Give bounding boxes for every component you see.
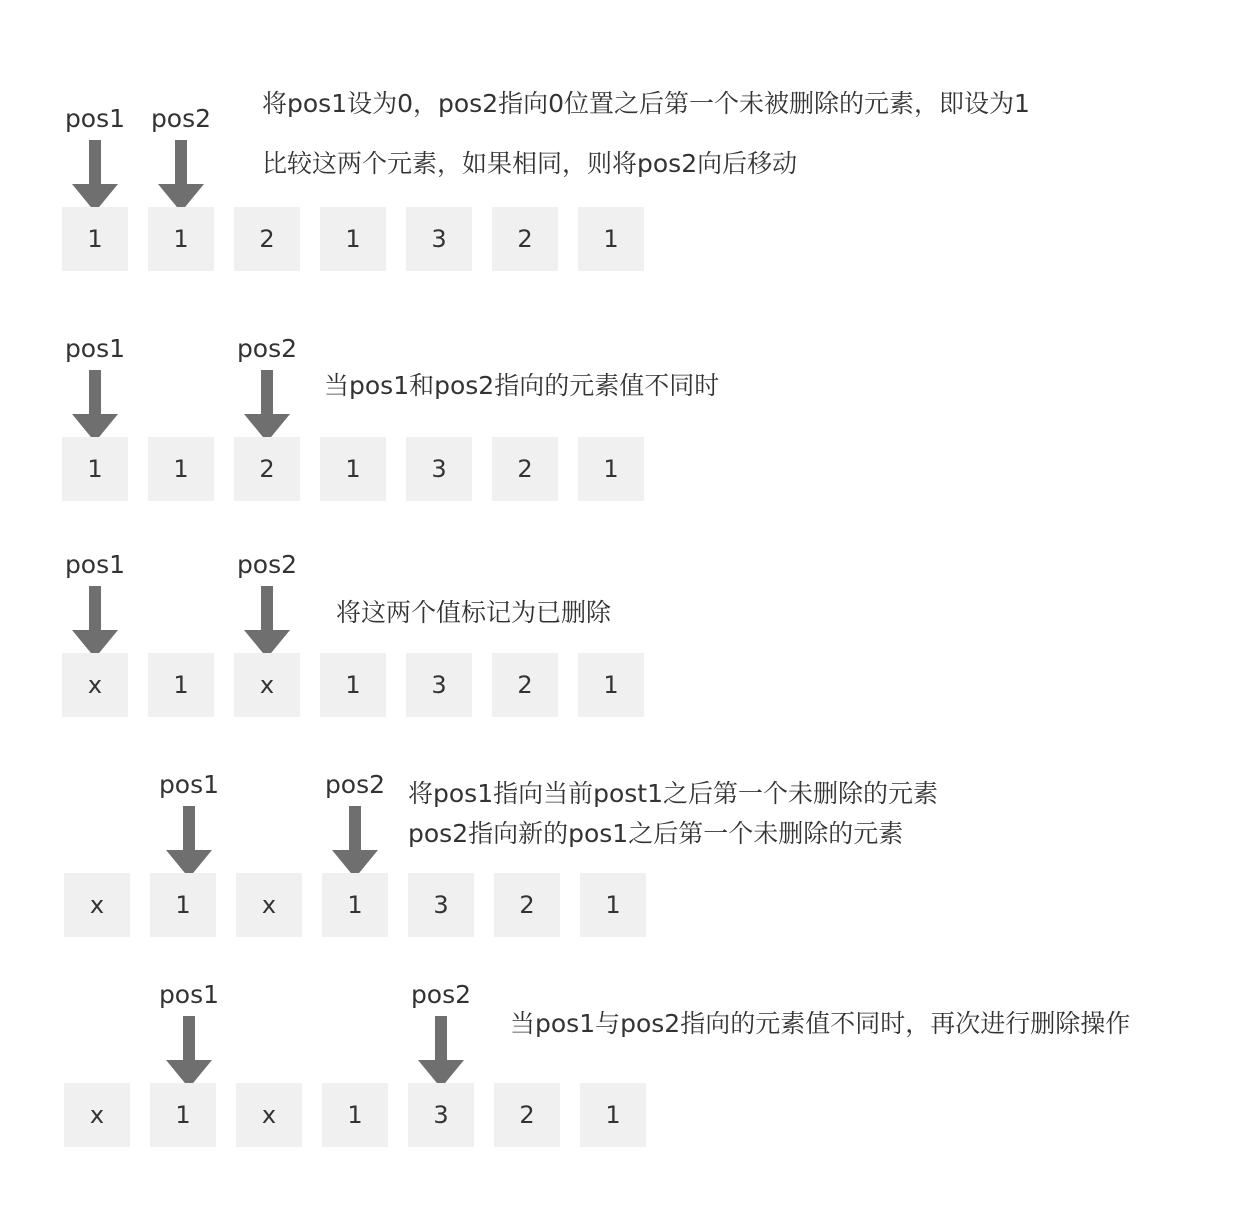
array-cell: x — [234, 653, 300, 717]
array-cell: 1 — [62, 437, 128, 501]
array-cell: 3 — [408, 873, 474, 937]
step-note: pos2指向新的pos1之后第一个未删除的元素 — [408, 819, 904, 848]
array-cell: x — [236, 1083, 302, 1147]
array-cell: x — [62, 653, 128, 717]
array-cell: 1 — [62, 207, 128, 271]
pos1-label: pos1 — [158, 980, 220, 1009]
pos1-label: pos1 — [64, 550, 126, 579]
step-note: 将pos1指向当前post1之后第一个未删除的元素 — [408, 779, 938, 808]
array-cell: 1 — [322, 873, 388, 937]
arrow-down-icon — [332, 806, 378, 878]
array-cell: x — [64, 873, 130, 937]
array-cell: 1 — [580, 873, 646, 937]
pos2-label: pos2 — [150, 104, 212, 133]
array-cell: 2 — [492, 653, 558, 717]
arrow-down-icon — [166, 806, 212, 878]
array-cell: 1 — [322, 1083, 388, 1147]
pos1-pointer — [154, 770, 224, 800]
pos1-label: pos1 — [64, 104, 126, 133]
pos2-label: pos2 — [236, 550, 298, 579]
arrow-down-icon — [158, 140, 204, 212]
arrow-down-icon — [72, 140, 118, 212]
array-cell: x — [64, 1083, 130, 1147]
array-cell: 3 — [408, 1083, 474, 1147]
array-cell: 3 — [406, 653, 472, 717]
step-note: 当pos1和pos2指向的元素值不同时 — [324, 371, 720, 400]
array-cell: 1 — [148, 437, 214, 501]
pos1-pointer — [60, 334, 130, 364]
pos2-pointer — [320, 770, 390, 800]
array-cell: 2 — [492, 437, 558, 501]
pos2-label: pos2 — [324, 770, 386, 799]
array-cell: 1 — [150, 873, 216, 937]
step-note: 当pos1与pos2指向的元素值不同时，再次进行删除操作 — [510, 1009, 1131, 1038]
array-cell: 1 — [150, 1083, 216, 1147]
pos2-label: pos2 — [410, 980, 472, 1009]
arrow-down-icon — [72, 586, 118, 658]
pos1-label: pos1 — [158, 770, 220, 799]
pos1-pointer — [154, 980, 224, 1010]
pos1-pointer — [60, 550, 130, 580]
pos1-label: pos1 — [64, 334, 126, 363]
array-cell: 1 — [320, 653, 386, 717]
array-cell: x — [236, 873, 302, 937]
arrow-down-icon — [166, 1016, 212, 1088]
array-cell: 2 — [234, 207, 300, 271]
array-cell: 3 — [406, 207, 472, 271]
arrow-down-icon — [418, 1016, 464, 1088]
step-note: 比较这两个元素，如果相同，则将pos2向后移动 — [262, 149, 798, 178]
array-cell: 1 — [320, 207, 386, 271]
array-cell: 1 — [148, 653, 214, 717]
pos2-label: pos2 — [236, 334, 298, 363]
pos2-pointer — [406, 980, 476, 1010]
array-cell: 1 — [320, 437, 386, 501]
pos2-pointer — [232, 334, 302, 364]
array-cell: 1 — [578, 207, 644, 271]
pos2-pointer — [146, 104, 216, 134]
array-cell: 2 — [494, 1083, 560, 1147]
array-cell: 1 — [580, 1083, 646, 1147]
arrow-down-icon — [72, 370, 118, 442]
arrow-down-icon — [244, 586, 290, 658]
array-cell: 3 — [406, 437, 472, 501]
arrow-down-icon — [244, 370, 290, 442]
array-cell: 1 — [148, 207, 214, 271]
step-note: 将这两个值标记为已删除 — [336, 598, 612, 627]
step-note: 将pos1设为0，pos2指向0位置之后第一个未被删除的元素，即设为1 — [262, 89, 1030, 118]
array-cell: 2 — [494, 873, 560, 937]
pos1-pointer — [60, 104, 130, 134]
array-cell: 1 — [578, 437, 644, 501]
array-cell: 2 — [492, 207, 558, 271]
array-cell: 1 — [578, 653, 644, 717]
pos2-pointer — [232, 550, 302, 580]
array-cell: 2 — [234, 437, 300, 501]
